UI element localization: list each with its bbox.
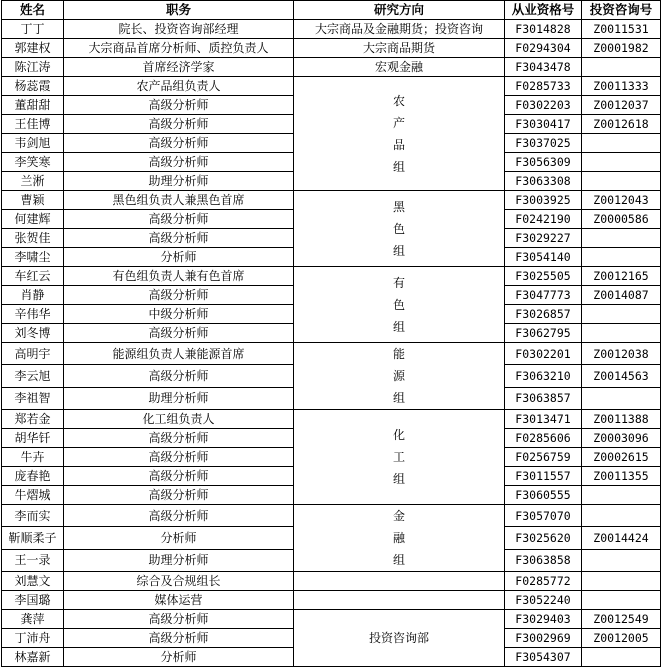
staff-role: 中级分析师: [64, 305, 294, 324]
staff-role: 大宗商品首席分析师、质控负责人: [64, 39, 294, 58]
investment-consulting-number: [582, 58, 661, 77]
staff-role: 高级分析师: [64, 429, 294, 448]
staff-name: 李祖智: [2, 387, 64, 409]
qualification-number: F3052240: [505, 591, 582, 610]
investment-consulting-number: [582, 134, 661, 153]
investment-consulting-number: Z0012165: [582, 267, 661, 286]
staff-name: 兰淅: [2, 172, 64, 191]
investment-consulting-number: [582, 549, 661, 571]
qualification-number: F3063308: [505, 172, 582, 191]
staff-role: 高级分析师: [64, 610, 294, 629]
qualification-number: F3063857: [505, 387, 582, 409]
qualification-number: F3029227: [505, 229, 582, 248]
qualification-number: F3025620: [505, 527, 582, 549]
research-group-label: 黑: [392, 199, 405, 214]
investment-consulting-number: Z0012005: [582, 629, 661, 648]
table-row: [2, 610, 661, 629]
research-direction: [294, 591, 505, 610]
staff-name: 王一录: [2, 549, 64, 571]
staff-role: 高级分析师: [64, 324, 294, 343]
staff-name: 李啸尘: [2, 248, 64, 267]
staff-role: 高级分析师: [64, 505, 294, 527]
staff-role: 助理分析师: [64, 172, 294, 191]
staff-name: 李云旭: [2, 365, 64, 387]
qualification-number: F3037025: [505, 134, 582, 153]
staff-name: 胡华钎: [2, 429, 64, 448]
staff-name: 牛卉: [2, 448, 64, 467]
staff-role: 农产品组负责人: [64, 77, 294, 96]
investment-consulting-number: [582, 305, 661, 324]
staff-name: 刘慧文: [2, 572, 64, 591]
qualification-number: F3026857: [505, 305, 582, 324]
research-group-label: 有: [392, 275, 405, 290]
research-group-label: 色: [392, 297, 405, 312]
staff-role: 高级分析师: [64, 286, 294, 305]
staff-name: 辛伟华: [2, 305, 64, 324]
research-group-label: 融: [392, 531, 405, 545]
staff-role: 高级分析师: [64, 467, 294, 486]
staff-role: 有色组负责人兼有色首席: [64, 267, 294, 286]
table-row: [2, 20, 661, 39]
staff-role: 高级分析师: [64, 134, 294, 153]
investment-consulting-number: [582, 572, 661, 591]
investment-consulting-number: Z0011388: [582, 410, 661, 429]
investment-consulting-number: Z0000586: [582, 210, 661, 229]
qualification-number: F3062795: [505, 324, 582, 343]
investment-consulting-number: Z0012618: [582, 115, 661, 134]
header-qualification-number: 从业资格号: [505, 1, 582, 20]
staff-name: 丁沛舟: [2, 629, 64, 648]
qualification-number: F3014828: [505, 20, 582, 39]
qualification-number: F0256759: [505, 448, 582, 467]
research-group-label: 投资咨询部: [368, 631, 429, 645]
investment-consulting-number: Z0002615: [582, 448, 661, 467]
staff-name: 车红云: [2, 267, 64, 286]
staff-role: 高级分析师: [64, 96, 294, 115]
investment-consulting-number: Z0012549: [582, 610, 661, 629]
table-row: [2, 77, 661, 96]
qualification-number: F3056309: [505, 153, 582, 172]
investment-consulting-number: Z0011355: [582, 467, 661, 486]
staff-name: 龚萍: [2, 610, 64, 629]
staff-name: 韦剑旭: [2, 134, 64, 153]
research-group: [294, 191, 505, 267]
header-research-direction: 研究方向: [294, 1, 505, 20]
staff-role: 高级分析师: [64, 115, 294, 134]
staff-name: 李笑寒: [2, 153, 64, 172]
research-group: [294, 343, 505, 410]
staff-role: 首席经济学家: [64, 58, 294, 77]
qualification-number: F3063858: [505, 549, 582, 571]
research-group-label: 组: [392, 553, 405, 567]
staff-role: 能源组负责人兼能源首席: [64, 343, 294, 365]
staff-role: 高级分析师: [64, 629, 294, 648]
qualification-number: F0302201: [505, 343, 582, 365]
investment-consulting-number: Z0003096: [582, 429, 661, 448]
research-group-label: 产: [392, 115, 405, 130]
qualification-number: F3003925: [505, 191, 582, 210]
investment-consulting-number: [582, 648, 661, 667]
staff-table: [1, 0, 661, 667]
investment-consulting-number: [582, 591, 661, 610]
research-group: [294, 77, 505, 191]
staff-name: 李而实: [2, 505, 64, 527]
staff-role: 高级分析师: [64, 365, 294, 387]
table-row: [2, 572, 661, 591]
staff-role: 高级分析师: [64, 229, 294, 248]
qualification-number: F3013471: [505, 410, 582, 429]
research-group-label: 品: [392, 137, 405, 152]
table-row: [2, 410, 661, 429]
investment-consulting-number: [582, 505, 661, 527]
staff-name: 王佳博: [2, 115, 64, 134]
investment-consulting-number: Z0014563: [582, 365, 661, 387]
table-row: [2, 591, 661, 610]
investment-consulting-number: [582, 248, 661, 267]
investment-consulting-number: [582, 486, 661, 505]
qualification-number: F3060555: [505, 486, 582, 505]
qualification-number: F3057070: [505, 505, 582, 527]
research-group-label: 色: [392, 221, 405, 236]
staff-name: 高明宇: [2, 343, 64, 365]
staff-name: 李国璐: [2, 591, 64, 610]
research-group-label: 组: [392, 319, 405, 334]
qualification-number: F3043478: [505, 58, 582, 77]
research-group-label: 农: [392, 93, 405, 108]
investment-consulting-number: [582, 153, 661, 172]
investment-consulting-number: Z0014087: [582, 286, 661, 305]
header-row: [2, 1, 661, 20]
staff-role: 高级分析师: [64, 486, 294, 505]
research-group-label: 工: [392, 450, 405, 464]
table-row: [2, 505, 661, 527]
staff-role: 助理分析师: [64, 387, 294, 409]
investment-consulting-number: Z0012037: [582, 96, 661, 115]
qualification-number: F0242190: [505, 210, 582, 229]
investment-consulting-number: [582, 324, 661, 343]
staff-name: 曹颖: [2, 191, 64, 210]
staff-name: 庞春艳: [2, 467, 64, 486]
header-investment-consulting-number: 投资咨询号: [582, 1, 661, 20]
staff-name: 何建辉: [2, 210, 64, 229]
staff-role: 黑色组负责人兼黑色首席: [64, 191, 294, 210]
staff-name: 杨蕊霞: [2, 77, 64, 96]
table-row: [2, 39, 661, 58]
research-group-label: 组: [392, 472, 405, 486]
investment-consulting-number: Z0011531: [582, 20, 661, 39]
staff-name: 丁丁: [2, 20, 64, 39]
qualification-number: F3011557: [505, 467, 582, 486]
staff-role: 助理分析师: [64, 549, 294, 571]
staff-name: 林嘉新: [2, 648, 64, 667]
qualification-number: F0302203: [505, 96, 582, 115]
staff-role: 高级分析师: [64, 448, 294, 467]
research-group-label: 化: [392, 428, 405, 442]
qualification-number: F0285733: [505, 77, 582, 96]
table-row: [2, 58, 661, 77]
research-direction: [294, 572, 505, 591]
research-group-label: 金: [392, 509, 405, 523]
staff-name: 刘冬博: [2, 324, 64, 343]
header-name: 姓名: [2, 1, 64, 20]
staff-name: 郭建权: [2, 39, 64, 58]
research-direction: 大宗商品及金融期货；投资咨询: [294, 20, 505, 39]
qualification-number: F3025505: [505, 267, 582, 286]
research-group: [294, 505, 505, 572]
investment-consulting-number: [582, 172, 661, 191]
staff-role: 高级分析师: [64, 210, 294, 229]
staff-role: 院长、投资咨询部经理: [64, 20, 294, 39]
qualification-number: F3030417: [505, 115, 582, 134]
investment-consulting-number: Z0011333: [582, 77, 661, 96]
staff-name: 郑若金: [2, 410, 64, 429]
research-group-label: 组: [392, 243, 405, 258]
investment-consulting-number: Z0012043: [582, 191, 661, 210]
qualification-number: F3002969: [505, 629, 582, 648]
staff-name: 董甜甜: [2, 96, 64, 115]
research-direction: 大宗商品期货: [294, 39, 505, 58]
investment-consulting-number: Z0014424: [582, 527, 661, 549]
qualification-number: F0285772: [505, 572, 582, 591]
table-row: [2, 267, 661, 286]
research-group: [294, 610, 505, 667]
investment-consulting-number: [582, 387, 661, 409]
research-group-label: 源: [392, 369, 405, 383]
qualification-number: F3063210: [505, 365, 582, 387]
staff-name: 靳顺柔子: [2, 527, 64, 549]
staff-role: 综合及合规组长: [64, 572, 294, 591]
table-row: [2, 191, 661, 210]
investment-consulting-number: Z0001982: [582, 39, 661, 58]
research-direction: 宏观金融: [294, 58, 505, 77]
qualification-number: F0294304: [505, 39, 582, 58]
research-group-label: 组: [392, 391, 405, 405]
staff-name: 肖静: [2, 286, 64, 305]
research-group: [294, 267, 505, 343]
qualification-number: F3054307: [505, 648, 582, 667]
staff-role: 化工组负责人: [64, 410, 294, 429]
staff-role: 高级分析师: [64, 153, 294, 172]
research-group-label: 组: [392, 159, 405, 174]
staff-name: 陈江涛: [2, 58, 64, 77]
investment-consulting-number: Z0012038: [582, 343, 661, 365]
investment-consulting-number: [582, 229, 661, 248]
qualification-number: F3047773: [505, 286, 582, 305]
staff-role: 媒体运营: [64, 591, 294, 610]
qualification-number: F3029403: [505, 610, 582, 629]
research-group-label: 能: [392, 347, 405, 361]
qualification-number: F3054140: [505, 248, 582, 267]
staff-role: 分析师: [64, 248, 294, 267]
staff-role: 分析师: [64, 648, 294, 667]
staff-name: 牛熠城: [2, 486, 64, 505]
staff-name: 张贺佳: [2, 229, 64, 248]
qualification-number: F0285606: [505, 429, 582, 448]
staff-role: 分析师: [64, 527, 294, 549]
header-role: 职务: [64, 1, 294, 20]
research-group: [294, 410, 505, 505]
table-row: [2, 343, 661, 365]
